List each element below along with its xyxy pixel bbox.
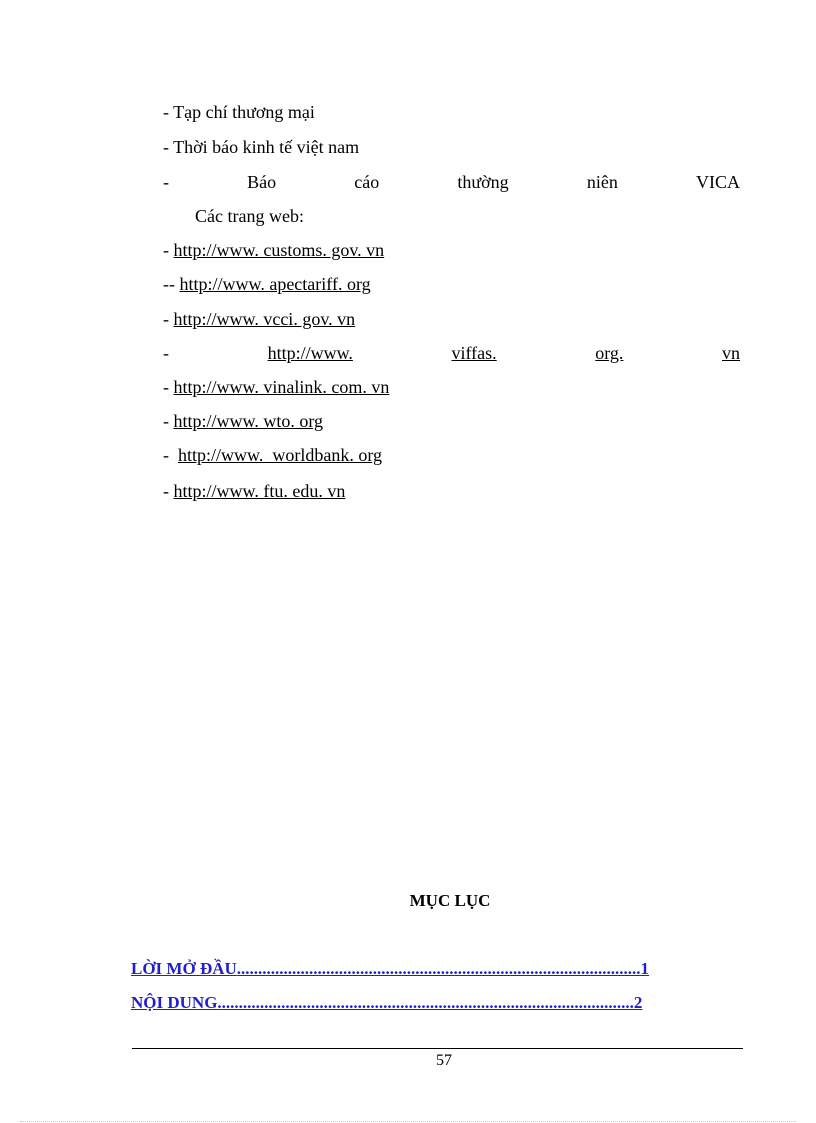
link-line-ftu — [163, 480, 345, 502]
toc-entry-loi-mo-dau — [131, 959, 649, 979]
toc-dots: ............................................................................................... — [236, 959, 641, 978]
word: VICA — [695, 172, 740, 192]
page-number: 57 — [436, 1052, 452, 1069]
toc-link-noi-dung[interactable] — [131, 993, 642, 1012]
word: niên — [586, 172, 618, 192]
link-wto[interactable]: http://www. wto. org — [173, 411, 324, 431]
reference-line-tap-chi: - Tạp chí thương mại — [163, 102, 315, 122]
footer-rule — [132, 1048, 743, 1049]
word: cáo — [354, 172, 380, 192]
toc-page: 1 — [640, 959, 650, 978]
reference-line-bao-cao — [163, 171, 740, 193]
link-vcci[interactable]: http://www. vcci. gov. vn — [173, 309, 356, 329]
word: thường — [457, 172, 509, 192]
toc-label: LỜI MỞ ĐẦU — [131, 959, 237, 978]
link-viffas-part[interactable]: http://www. — [267, 343, 353, 363]
link-worldbank[interactable]: http://www. worldbank. org — [178, 445, 382, 465]
word: Báo — [247, 172, 277, 192]
bullet: -- — [163, 274, 180, 294]
word: - — [163, 172, 169, 192]
toc-title: MỤC LỤC — [409, 891, 491, 910]
link-line-customs — [163, 239, 384, 261]
page-edge-dotted-line — [20, 1121, 796, 1122]
toc-label: NỘI DUNG — [131, 993, 218, 1012]
link-viffas-part[interactable]: org. — [595, 343, 624, 363]
toc-entry-noi-dung — [131, 993, 642, 1013]
link-ftu[interactable]: http://www. ftu. edu. vn — [173, 481, 346, 501]
toc-dots: .................................................................................................. — [217, 993, 634, 1012]
link-line-wto — [163, 410, 323, 432]
bullet: - — [163, 309, 174, 329]
link-line-viffas — [163, 342, 740, 364]
link-viffas-part[interactable]: viffas. — [451, 343, 497, 363]
bullet: - — [163, 411, 174, 431]
bullet: - — [163, 445, 178, 465]
link-line-vcci — [163, 308, 355, 330]
link-line-worldbank — [163, 444, 382, 466]
bullet: - — [163, 481, 174, 501]
link-vinalink[interactable]: http://www. vinalink. com. vn — [173, 377, 390, 397]
link-apectariff[interactable]: http://www. apectariff. org — [179, 274, 371, 294]
toc-page: 2 — [633, 993, 643, 1012]
bullet: - — [163, 343, 169, 363]
bullet: - — [163, 377, 174, 397]
link-line-vinalink — [163, 376, 389, 398]
websites-label: Các trang web: — [195, 206, 304, 226]
bullet: - — [163, 240, 174, 260]
toc-link-loi-mo-dau[interactable] — [131, 959, 649, 978]
link-line-apectariff — [163, 273, 371, 295]
link-customs[interactable]: http://www. customs. gov. vn — [173, 240, 385, 260]
link-viffas-part[interactable]: vn — [722, 343, 740, 363]
reference-line-thoi-bao: - Thời báo kinh tế việt nam — [163, 137, 360, 157]
